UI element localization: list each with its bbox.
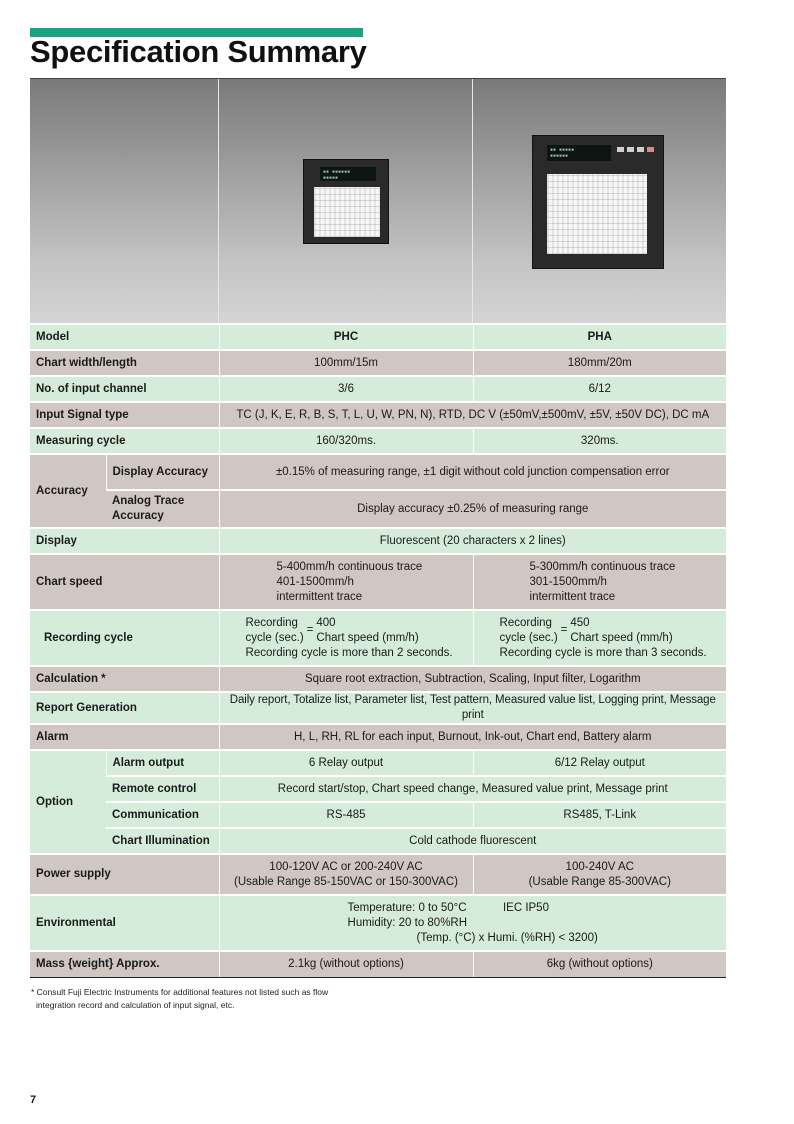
spec-table <box>30 323 726 978</box>
recording-note: Recording cycle is more than 3 seconds. <box>499 646 707 659</box>
cell-value: Daily report, Totalize list, Parameter list, Test pattern, Measured value list, Logging print, Message print <box>219 692 726 724</box>
cell-phc: RS-485 <box>219 802 473 828</box>
product-photo-row <box>30 79 726 323</box>
row-label: Chart speed <box>30 554 219 610</box>
sub-label: Display Accuracy <box>106 454 219 490</box>
speed-line: 5-300mm/h continuous trace <box>529 560 676 573</box>
env-iec: IEC IP50 <box>502 901 549 914</box>
row-label: Alarm <box>30 724 219 750</box>
pha-display-glyphs: ▪▪ ▪▪▪▪▪ ▪▪▪▪▪▪ <box>550 147 575 159</box>
formula-fraction <box>316 616 418 646</box>
power-line: 100-240V AC <box>565 860 634 873</box>
speed-line: 5-400mm/h continuous trace <box>276 560 423 573</box>
cell-pha: 6/12 Relay output <box>473 750 726 776</box>
cell-value: Record start/stop, Chart speed change, Measured value print, Message print <box>219 776 726 802</box>
pha-display-window <box>547 145 611 161</box>
model-pha: PHA <box>473 324 726 350</box>
cell-pha: RS485, T-Link <box>473 802 726 828</box>
cell-phc: 3/6 <box>219 376 473 402</box>
footnote-line: integration record and calculation of input signal, etc. <box>36 999 235 1010</box>
cell-pha <box>473 610 726 666</box>
recording-note: Recording cycle is more than 2 seconds. <box>245 646 453 659</box>
row-label: Environmental <box>30 895 219 951</box>
formula-lhs-1: Recording <box>245 616 298 629</box>
phc-chart-paper <box>314 187 380 237</box>
phc-display-glyphs: ▪▪ ▪▪▪▪▪▪ ▪▪▪▪▪ <box>323 169 351 181</box>
cell-pha <box>473 554 726 610</box>
row-alarm-output <box>30 750 726 776</box>
row-channels <box>30 376 726 402</box>
recording-formula <box>500 616 721 646</box>
row-analog-accuracy <box>30 490 726 528</box>
page-title: Specification Summary <box>30 34 367 69</box>
row-label: Model <box>30 324 219 350</box>
cell-pha: 6/12 <box>473 376 726 402</box>
row-label: Accuracy <box>30 454 106 528</box>
row-report <box>30 692 726 724</box>
row-communication <box>30 802 726 828</box>
pha-chart-paper <box>547 174 647 254</box>
row-label: Calculation * <box>30 666 219 692</box>
row-label: Display <box>30 528 219 554</box>
row-label: Option <box>30 750 106 854</box>
row-calculation <box>30 666 726 692</box>
row-label: Power supply <box>30 854 219 895</box>
cell-pha: 6kg (without options) <box>473 951 726 977</box>
row-chart-speed <box>30 554 726 610</box>
formula-equals: = <box>560 624 568 636</box>
formula-fraction <box>570 616 672 646</box>
row-recording-cycle <box>30 610 726 666</box>
row-label: Recording cycle <box>30 610 219 666</box>
row-label: Input Signal type <box>30 402 219 428</box>
sub-label: Analog Trace Accuracy <box>106 490 219 528</box>
row-remote-control <box>30 776 726 802</box>
sub-label: Alarm output <box>106 750 219 776</box>
pha-key <box>617 147 624 152</box>
formula-lhs-1: Recording <box>499 616 552 629</box>
cell-phc: 160/320ms. <box>219 428 473 454</box>
row-alarm <box>30 724 726 750</box>
photo-cell-blank <box>30 79 218 323</box>
sub-label: Communication <box>106 802 219 828</box>
env-temperature: Temperature: 0 to 50°C <box>347 901 467 914</box>
formula-lhs <box>246 616 304 646</box>
cell-phc <box>219 854 473 895</box>
row-label: Chart width/length <box>30 350 219 376</box>
row-label: Report Generation <box>30 692 219 724</box>
cell-phc <box>219 610 473 666</box>
cell-pha <box>473 854 726 895</box>
cell-value: H, L, RH, RL for each input, Burnout, Ink-out, Chart end, Battery alarm <box>219 724 726 750</box>
cell-value: Square root extraction, Subtraction, Scaling, Input filter, Logarithm <box>219 666 726 692</box>
formula-lhs-2: cycle (sec.) <box>245 631 304 644</box>
row-model <box>30 324 726 350</box>
photo-cell-pha <box>473 79 726 323</box>
row-measuring-cycle <box>30 428 726 454</box>
recording-formula <box>246 616 467 646</box>
photo-divider <box>472 79 473 323</box>
photo-cell-phc <box>219 79 472 323</box>
row-display <box>30 528 726 554</box>
speed-line: 401-1500mm/h <box>276 575 354 588</box>
speed-line: intermittent trace <box>529 590 616 603</box>
row-label: Mass {weight} Approx. <box>30 951 219 977</box>
formula-equals: = <box>306 624 314 636</box>
phc-display-window <box>320 167 376 181</box>
cell-value: Fluorescent (20 characters x 2 lines) <box>219 528 726 554</box>
cell-pha: 320ms. <box>473 428 726 454</box>
pha-key <box>637 147 644 152</box>
row-display-accuracy <box>30 454 726 490</box>
speed-line: 301-1500mm/h <box>529 575 607 588</box>
formula-lhs-2: cycle (sec.) <box>499 631 558 644</box>
formula-denominator: Chart speed (mm/h) <box>316 631 419 644</box>
formula-numerator: 400 <box>316 616 336 629</box>
env-formula: (Temp. (°C) x Humi. (%RH) < 3200) <box>416 931 598 944</box>
sub-label: Remote control <box>106 776 219 802</box>
pha-recorder-image <box>532 135 664 269</box>
speed-line: intermittent trace <box>276 590 363 603</box>
formula-denominator: Chart speed (mm/h) <box>570 631 673 644</box>
env-humidity: Humidity: 20 to 80%RH <box>347 916 468 929</box>
cell-value: Display accuracy ±0.25% of measuring range <box>219 490 726 528</box>
cell-value: Cold cathode fluorescent <box>219 828 726 854</box>
phc-recorder-image <box>303 159 389 244</box>
pha-key <box>627 147 634 152</box>
cell-value: ±0.15% of measuring range, ±1 digit without cold junction compensation error <box>219 454 726 490</box>
footnote <box>31 986 328 1011</box>
row-label: No. of input channel <box>30 376 219 402</box>
page-number: 7 <box>30 1094 37 1106</box>
cell-phc <box>219 554 473 610</box>
row-power <box>30 854 726 895</box>
cell-phc: 2.1kg (without options) <box>219 951 473 977</box>
row-environmental <box>30 895 726 951</box>
formula-lhs <box>500 616 558 646</box>
row-label: Measuring cycle <box>30 428 219 454</box>
env-line-1 <box>226 901 721 916</box>
cell-value <box>219 895 726 951</box>
photo-divider <box>218 79 219 323</box>
cell-phc: 6 Relay output <box>219 750 473 776</box>
cell-pha: 180mm/20m <box>473 350 726 376</box>
row-chart-width <box>30 350 726 376</box>
footnote-line: * Consult Fuji Electric Instruments for additional features not listed such as flow <box>31 987 329 997</box>
cell-value: TC (J, K, E, R, B, S, T, L, U, W, PN, N), RTD, DC V (±50mV,±500mV, ±5V, ±50V DC), DC mA <box>219 402 726 428</box>
cell-phc: 100mm/15m <box>219 350 473 376</box>
power-line: (Usable Range 85-150VAC or 150-300VAC) <box>234 875 458 888</box>
row-illumination <box>30 828 726 854</box>
formula-numerator: 450 <box>570 616 590 629</box>
row-input-signal <box>30 402 726 428</box>
row-mass <box>30 951 726 977</box>
power-line: 100-120V AC or 200-240V AC <box>269 860 423 873</box>
pha-key <box>647 147 654 152</box>
power-line: (Usable Range 85-300VAC) <box>528 875 671 888</box>
sub-label: Chart Illumination <box>106 828 219 854</box>
model-phc: PHC <box>219 324 473 350</box>
